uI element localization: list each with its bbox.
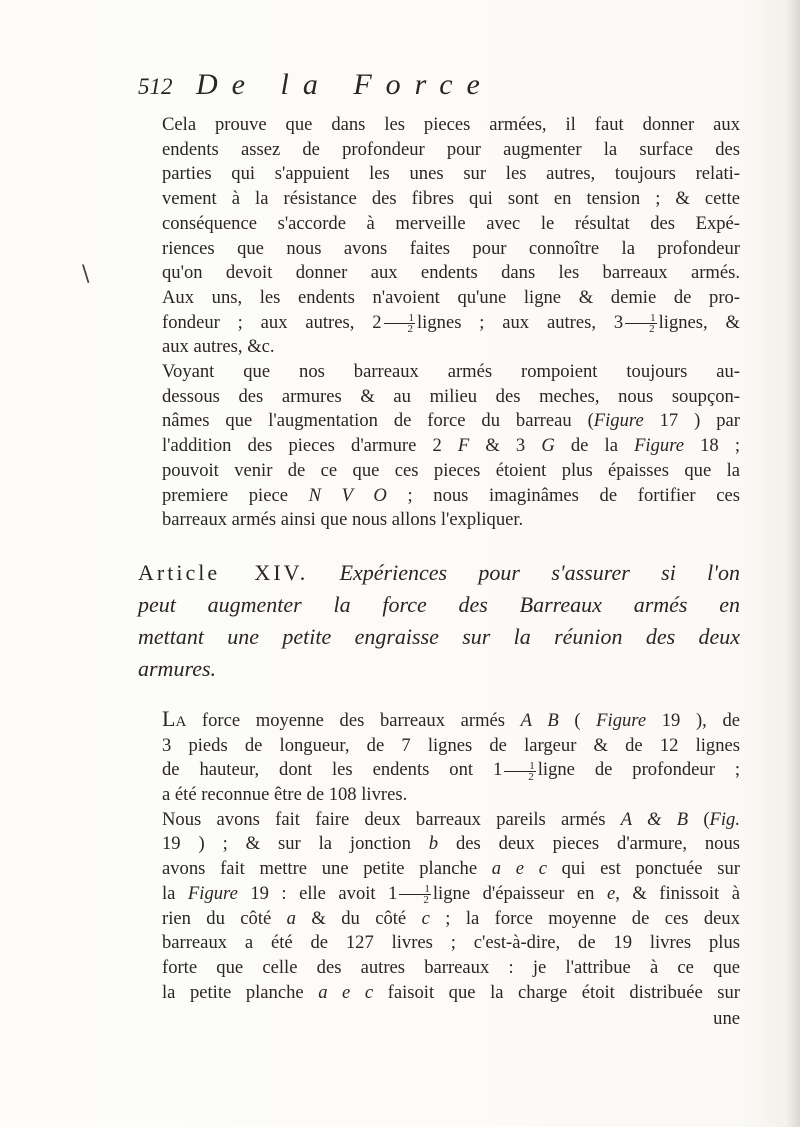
text-line: rien du côté a & du côté c ; la force moyenne de ces deux <box>162 907 741 929</box>
text-line: Aux uns, les endents n'avoient qu'une ligne & demie de pro- <box>162 286 740 308</box>
page-edge-shadow <box>786 0 800 1127</box>
article-heading <box>138 557 740 685</box>
article-title-line: mettant une petite engraisse sur la réunion des deux <box>138 623 740 649</box>
fraction-one-half: $\frac{1}{2}$ <box>384 313 416 334</box>
text-line: parties qui s'appuient les unes sur les autres, toujours relati- <box>162 163 740 185</box>
text-line: Cela prouve que dans les pieces armées, il faut donner aux <box>162 114 740 135</box>
page-number: 512 <box>138 74 173 99</box>
text-line: la petite planche a e c faisoit que la charge étoit distribuée sur <box>162 981 740 1003</box>
text-line: Nous avons fait faire deux barreaux pareils armés A & B (Fig. <box>162 808 741 830</box>
text-line: conséquence s'accorde à merveille avec le résultat des Expé- <box>162 212 740 234</box>
text-line: a été reconnue être de 108 livres. <box>162 784 408 806</box>
article-title-line: peut augmenter la force des Barreaux armés en <box>138 591 740 617</box>
running-head <box>138 70 738 110</box>
page-body <box>138 113 740 1032</box>
article-title: Expériences pour s'assurer si l'on <box>339 559 740 585</box>
fraction-one-half: $\frac{1}{2}$ <box>504 761 536 782</box>
text-line: La force moyenne des barreaux armés A B ( Figure 19 ), de <box>162 705 740 731</box>
fraction-one-half: $\frac{1}{2}$ <box>625 313 657 334</box>
text-line: forte que celle des autres barreaux : je l'attribue à ce que <box>162 956 740 978</box>
text-line: barreaux a été de 127 livres ; c'est-à-dire, de 19 livres plus <box>162 932 740 954</box>
text-line: premiere piece N V O ; nous imaginâmes de fortifier ces <box>162 484 740 506</box>
text-line: fondeur ; aux autres, 2 $\frac{1}{2}$ lignes ; aux autres, 3 $\frac{1}{2}$ lignes, & <box>162 311 740 335</box>
article-title-line: armures. <box>138 655 217 681</box>
paragraph-2 <box>138 360 740 533</box>
margin-mark: \ <box>82 262 90 287</box>
text-line: aux autres, &c. <box>162 336 275 358</box>
text-line: nâmes que l'augmentation de force du barreau (Figure 17 ) par <box>162 410 740 432</box>
text-line: l'addition des pieces d'armure 2 F & 3 G de la Figure 18 ; <box>162 435 740 457</box>
text-line: barreaux armés ainsi que nous allons l'expliquer. <box>162 509 524 531</box>
fraction-one-half: $\frac{1}{2}$ <box>399 884 431 905</box>
text-line: dessous des armures & au milieu des meches, nous soupçon- <box>162 385 740 407</box>
paragraph-4 <box>138 808 740 1006</box>
catchword: une <box>713 1008 740 1030</box>
text-line: Voyant que nos barreaux armés rompoient toujours au- <box>162 361 740 383</box>
text-line: pouvoit venir de ce que ces pieces étoient plus épaisses que la <box>162 459 740 481</box>
text-line: de hauteur, dont les endents ont 1 $\frac{1}{2}$ ligne de profondeur ; <box>162 759 740 783</box>
text-line: riences que nous avons faites pour connoître la profondeur <box>162 237 740 259</box>
paragraph-3 <box>138 707 740 808</box>
text-line: endents assez de profondeur pour augmenter la surface des <box>162 138 740 160</box>
running-title: De la Force <box>196 68 494 101</box>
text-line: la Figure 19 : elle avoit 1 $\frac{1}{2}$ ligne d'épaisseur en e, & finissoit à <box>162 882 740 907</box>
text-line: 3 pieds de longueur, de 7 lignes de largeur & de 12 lignes <box>162 734 740 756</box>
text-line: vement à la résistance des fibres qui sont en tension ; & cette <box>162 188 740 210</box>
article-number: Article XIV. <box>138 559 309 585</box>
text-line: qu'on devoit donner aux endents dans les barreaux armés. <box>162 262 740 284</box>
paragraph-1 <box>138 113 740 360</box>
text-line: 19 ) ; & sur la jonction b des deux pieces d'armure, nous <box>162 833 740 855</box>
text-line: avons fait mettre une petite planche a e c qui est ponctuée sur <box>162 858 740 880</box>
